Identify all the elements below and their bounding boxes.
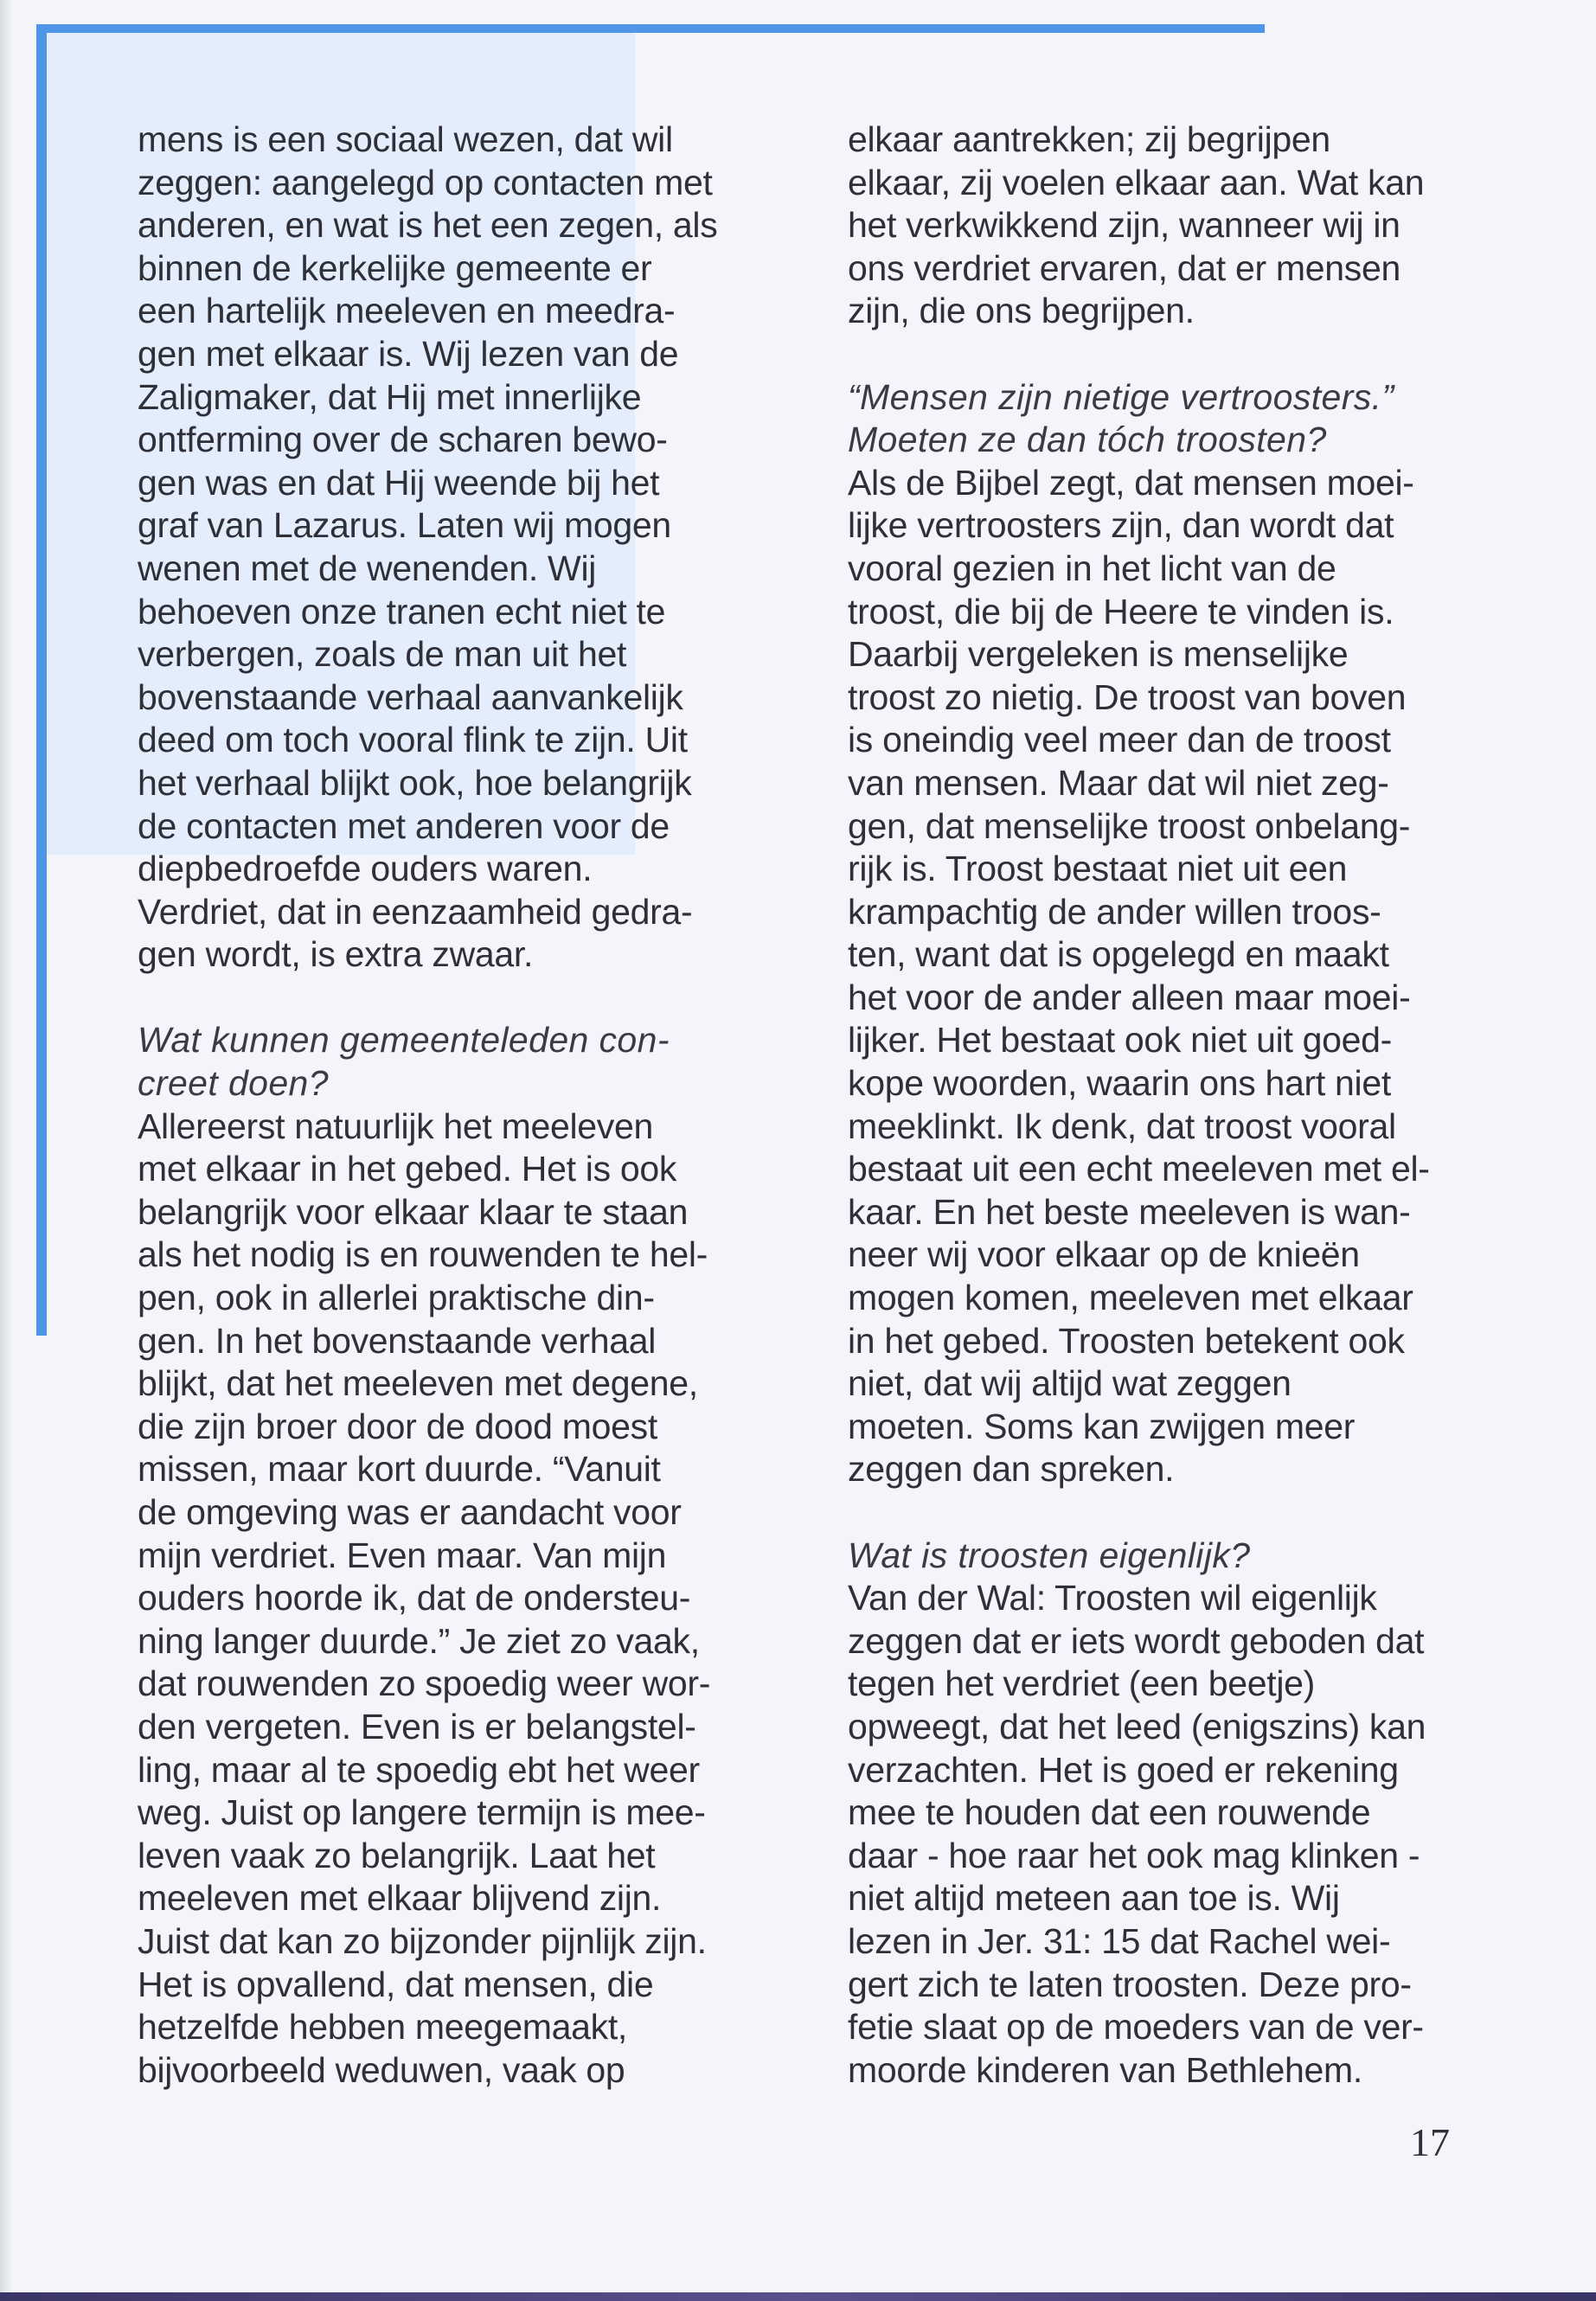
- text-line: weg. Juist op langere termijn is mee-: [138, 1792, 706, 1833]
- text-line: meeklinkt. Ik denk, dat troost vooral: [848, 1106, 1396, 1146]
- text-line: Daarbij vergeleken is menselijke: [848, 634, 1349, 675]
- text-line: vooral gezien in het licht van de: [848, 548, 1336, 588]
- side-accent-rule: [36, 24, 47, 1336]
- text-line: ten, want dat is opgelegd en maakt: [848, 934, 1389, 975]
- subheading-line: creet doen?: [138, 1063, 329, 1104]
- text-line: behoeven onze tranen echt niet te: [138, 591, 666, 631]
- text-line: van mensen. Maar dat wil niet zeg-: [848, 762, 1389, 803]
- text-line: bovenstaande verhaal aanvankelijk: [138, 676, 683, 717]
- text-line: pen, ook in allerlei praktische din-: [138, 1278, 655, 1318]
- page-number: 17: [1410, 2120, 1450, 2164]
- text-line: niet, dat wij altijd wat zeggen: [848, 1363, 1292, 1404]
- text-line: diepbedroefde ouders waren.: [138, 849, 593, 889]
- text-line: als het nodig is en rouwenden te hel-: [138, 1234, 708, 1275]
- text-line: kaar. En het beste meeleven is wan-: [848, 1191, 1411, 1232]
- text-line: Zaligmaker, dat Hij met innerlijke: [138, 376, 642, 417]
- text-line: anderen, en wat is het een zegen, als: [138, 205, 718, 246]
- top-accent-rule: [36, 24, 1265, 33]
- text-line: belangrijk voor elkaar klaar te staan: [138, 1191, 689, 1232]
- paragraph-gap: [848, 333, 1479, 376]
- text-line: hetzelfde hebben meegemaakt,: [138, 2007, 628, 2048]
- text-line: zeggen: aangelegd op contacten met: [138, 162, 713, 202]
- text-line: ling, maar al te spoedig ebt het weer: [138, 1749, 700, 1790]
- page-bottom-edge: [0, 2292, 1596, 2301]
- text-line: leven vaak zo belangrijk. Laat het: [138, 1835, 656, 1875]
- text-line: den vergeten. Even is er belangstel-: [138, 1706, 696, 1747]
- text-line: Verdriet, dat in eenzaamheid gedra-: [138, 891, 693, 932]
- text-line: lezen in Jer. 31: 15 dat Rachel wei-: [848, 1920, 1391, 1961]
- text-line: lijker. Het bestaat ook niet uit goed-: [848, 1020, 1393, 1061]
- subheading-line: “Mensen zijn nietige vertroosters.”: [848, 376, 1394, 417]
- text-line: troost, die bij de Heere te vinden is.: [848, 591, 1394, 631]
- text-line: is oneindig veel meer dan de troost: [848, 720, 1391, 760]
- text-line: Juist dat kan zo bijzonder pijnlijk zijn.: [138, 1920, 707, 1961]
- text-line: het voor de ander alleen maar moei-: [848, 977, 1411, 1017]
- text-line: moeten. Soms kan zwijgen meer: [848, 1406, 1356, 1446]
- text-line: gen met elkaar is. Wij lezen van de: [138, 333, 679, 374]
- left-text-column: [138, 119, 778, 2092]
- text-line: dat rouwenden zo spoedig weer wor-: [138, 1663, 711, 1704]
- text-line: een hartelijk meeleven en meedra-: [138, 291, 676, 331]
- text-line: gert zich te laten troosten. Deze pro-: [848, 1964, 1412, 2004]
- text-line: mogen komen, meeleven met elkaar: [848, 1278, 1413, 1318]
- text-line: elkaar, zij voelen elkaar aan. Wat kan: [848, 162, 1425, 202]
- text-line: verzachten. Het is goed er rekening: [848, 1749, 1399, 1790]
- text-line: bijvoorbeeld weduwen, vaak op: [138, 2049, 625, 2090]
- text-line: neer wij voor elkaar op de knieën: [848, 1234, 1360, 1275]
- text-line: tegen het verdriet (een beetje): [848, 1663, 1315, 1704]
- text-line: missen, maar kort duurde. “Vanuit: [138, 1449, 661, 1490]
- page-gutter-shadow: [0, 0, 12, 2301]
- text-line: ons verdriet ervaren, dat er mensen: [848, 247, 1401, 288]
- text-line: binnen de kerkelijke gemeente er: [138, 247, 652, 288]
- text-line: zeggen dat er iets wordt geboden dat: [848, 1620, 1425, 1661]
- text-line: Het is opvallend, dat mensen, die: [138, 1964, 654, 2004]
- text-line: Van der Wal: Troosten wil eigenlijk: [848, 1578, 1377, 1618]
- text-line: rijk is. Troost bestaat niet uit een: [848, 849, 1348, 889]
- text-line: deed om toch vooral flink te zijn. Uit: [138, 720, 688, 760]
- text-line: mijn verdriet. Even maar. Van mijn: [138, 1535, 667, 1575]
- text-line: het verkwikkend zijn, wanneer wij in: [848, 205, 1401, 246]
- text-line: die zijn broer door de dood moest: [138, 1406, 657, 1446]
- text-line: gen, dat menselijke troost onbelang-: [848, 805, 1411, 846]
- subheading-line: Moeten ze dan tóch troosten?: [848, 420, 1327, 460]
- text-line: lijke vertroosters zijn, dan wordt dat: [848, 505, 1394, 546]
- text-line: zeggen dan spreken.: [848, 1449, 1175, 1490]
- text-line: in het gebed. Troosten betekent ook: [848, 1320, 1405, 1361]
- text-line: de contacten met anderen voor de: [138, 805, 670, 846]
- text-line: elkaar aantrekken; zij begrijpen: [848, 119, 1330, 159]
- subheading-line: Wat is troosten eigenlijk?: [848, 1535, 1251, 1575]
- text-line: opweegt, dat het leed (enigszins) kan: [848, 1706, 1426, 1747]
- subheading-line: Wat kunnen gemeenteleden con-: [138, 1020, 670, 1061]
- text-line: gen. In het bovenstaande verhaal: [138, 1320, 657, 1361]
- text-line: gen wordt, is extra zwaar.: [138, 934, 534, 975]
- right-text-column: [848, 119, 1479, 2092]
- text-line: zijn, die ons begrijpen.: [848, 291, 1195, 331]
- text-line: krampachtig de ander willen troos-: [848, 891, 1381, 932]
- text-line: gen was en dat Hij weende bij het: [138, 462, 660, 503]
- text-line: ouders hoorde ik, dat de ondersteu-: [138, 1578, 691, 1618]
- paragraph-gap: [848, 1491, 1479, 1535]
- text-line: troost zo nietig. De troost van boven: [848, 676, 1407, 717]
- text-line: meeleven met elkaar blijvend zijn.: [138, 1878, 662, 1919]
- text-line: blijkt, dat het meeleven met degene,: [138, 1363, 698, 1404]
- text-line: ning langer duurde.” Je ziet zo vaak,: [138, 1620, 700, 1661]
- text-line: mee te houden dat een rouwende: [848, 1792, 1371, 1833]
- text-line: met elkaar in het gebed. Het is ook: [138, 1149, 677, 1189]
- text-line: verbergen, zoals de man uit het: [138, 634, 627, 675]
- text-line: kope woorden, waarin ons hart niet: [848, 1063, 1391, 1104]
- text-line: Allereerst natuurlijk het meeleven: [138, 1106, 653, 1146]
- text-line: ontferming over de scharen bewo-: [138, 420, 668, 460]
- text-line: moorde kinderen van Bethlehem.: [848, 2049, 1362, 2090]
- text-line: bestaat uit een echt meeleven met el-: [848, 1149, 1430, 1189]
- text-line: wenen met de wenenden. Wij: [138, 548, 597, 588]
- paragraph-gap: [138, 977, 778, 1020]
- text-line: daar - hoe raar het ook mag klinken -: [848, 1835, 1420, 1875]
- text-line: het verhaal blijkt ook, hoe belangrijk: [138, 762, 692, 803]
- text-line: Als de Bijbel zegt, dat mensen moei-: [848, 462, 1414, 503]
- text-line: fetie slaat op de moeders van de ver-: [848, 2007, 1424, 2048]
- text-line: niet altijd meteen aan toe is. Wij: [848, 1878, 1340, 1919]
- text-line: de omgeving was er aandacht voor: [138, 1492, 682, 1532]
- text-line: mens is een sociaal wezen, dat wil: [138, 119, 673, 159]
- text-line: graf van Lazarus. Laten wij mogen: [138, 505, 671, 546]
